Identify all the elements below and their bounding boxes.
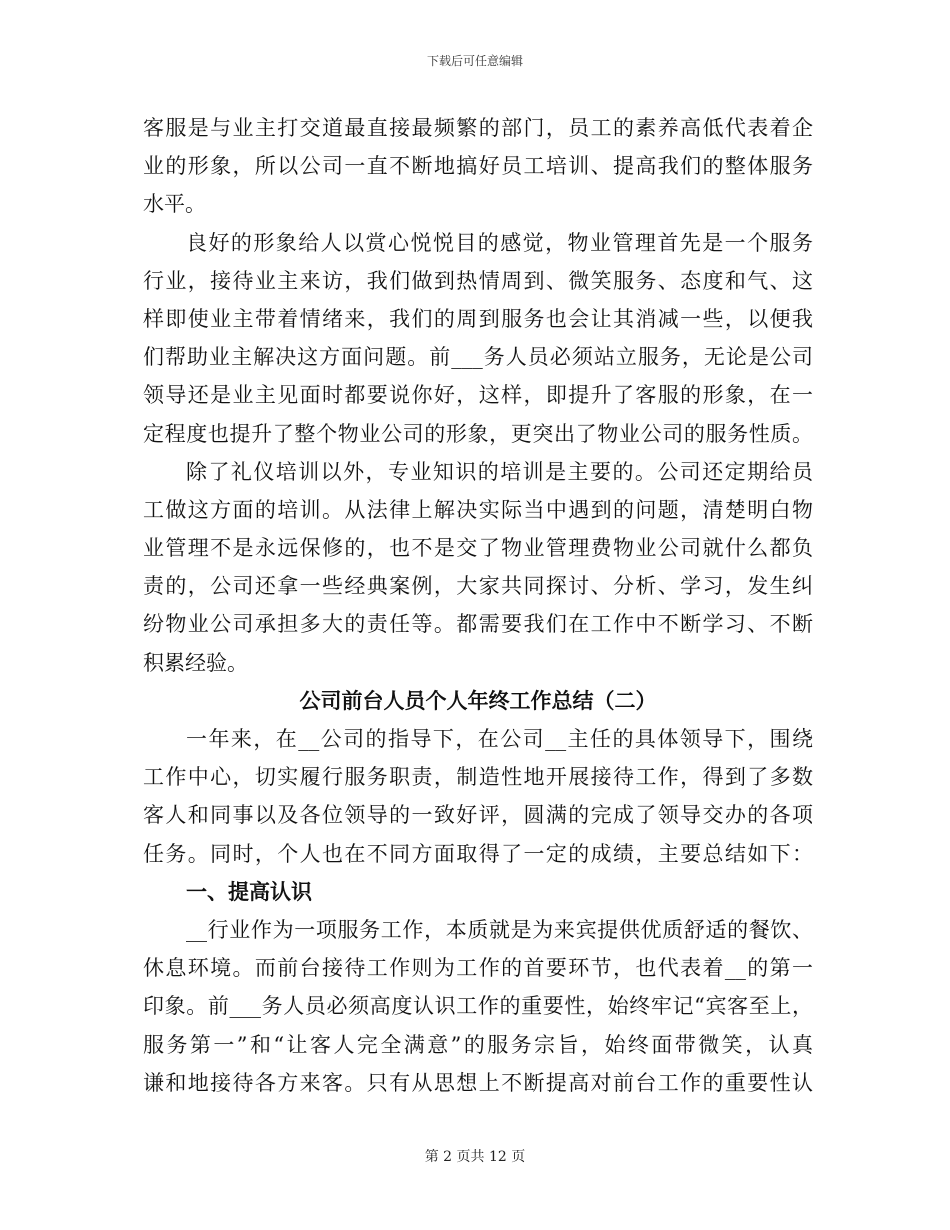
text-line: 责的，公司还拿一些经典案例，大家共同探讨、分析、学习，发生纠	[143, 574, 813, 599]
text-line: 印象。前___务人员必须高度认识工作的重要性，始终牢记“宾客至上，	[143, 994, 813, 1019]
page-number: 第 2 页共 12 页	[424, 1149, 526, 1165]
page-header: 下载后可任意编辑	[426, 54, 523, 68]
text-line: 纷物业公司承担多大的责任等。都需要我们在工作中不断学习、不断	[143, 612, 813, 637]
document-body	[143, 109, 813, 1102]
text-line: 一年来，在__公司的指导下，在公司__主任的具体领导下，围绕	[186, 727, 813, 751]
text-line: 谦和地接待各方来客。只有从思想上不断提高对前台工作的重要性认	[143, 1070, 813, 1095]
text-line: 除了礼仪培训以外，专业知识的培训是主要的。公司还定期给员	[186, 459, 813, 484]
text-line: 业的形象，所以公司一直不断地搞好员工培训、提高我们的整体服务	[143, 154, 813, 179]
text-line: 良好的形象给人以赏心悦悦目的感觉，物业管理首先是一个服务	[186, 230, 813, 255]
text-line: 们帮助业主解决这方面问题。前___务人员必须站立服务，无论是公司	[143, 345, 813, 370]
section-title: 公司前台人员个人年终工作总结（二）	[299, 687, 657, 713]
text-line: 工做这方面的培训。从法律上解决实际当中遇到的问题，清楚明白物	[143, 497, 813, 522]
subsection-heading: 一、提高认识	[186, 878, 312, 904]
text-line: 积累经验。	[143, 650, 248, 675]
text-line: __行业作为一项服务工作，本质就是为来宾提供优质舒适的餐饮、	[186, 917, 813, 942]
text-line: 客服是与业主打交道最直接最频繁的部门，员工的素养高低代表着企	[143, 116, 813, 140]
text-line: 定程度也提升了整个物业公司的形象，更突出了物业公司的服务性质。	[143, 421, 813, 446]
text-line: 水平。	[143, 192, 206, 217]
text-line: 任务。同时，个人也在不同方面取得了一定的成绩，主要总结如下：	[143, 841, 813, 866]
text-line: 行业，接待业主来访，我们做到热情周到、微笑服务、态度和气、这	[143, 268, 813, 293]
text-line: 样即使业主带着情绪来，我们的周到服务也会让其消减一些，以便我	[143, 306, 813, 331]
text-line: 服务第一”和“让客人完全满意”的服务宗旨，始终面带微笑，认真	[143, 1032, 813, 1057]
text-line: 休息环境。而前台接待工作则为工作的首要环节，也代表着__的第一	[143, 956, 813, 981]
text-line: 领导还是业主见面时都要说你好，这样，即提升了客服的形象，在一	[143, 383, 813, 408]
text-line: 业管理不是永远保修的，也不是交了物业管理费物业公司就什么都负	[143, 536, 813, 561]
text-line: 客人和同事以及各位领导的一致好评，圆满的完成了领导交办的各项	[143, 803, 813, 828]
text-line: 工作中心，切实履行服务职责，制造性地开展接待工作，得到了多数	[143, 765, 813, 790]
